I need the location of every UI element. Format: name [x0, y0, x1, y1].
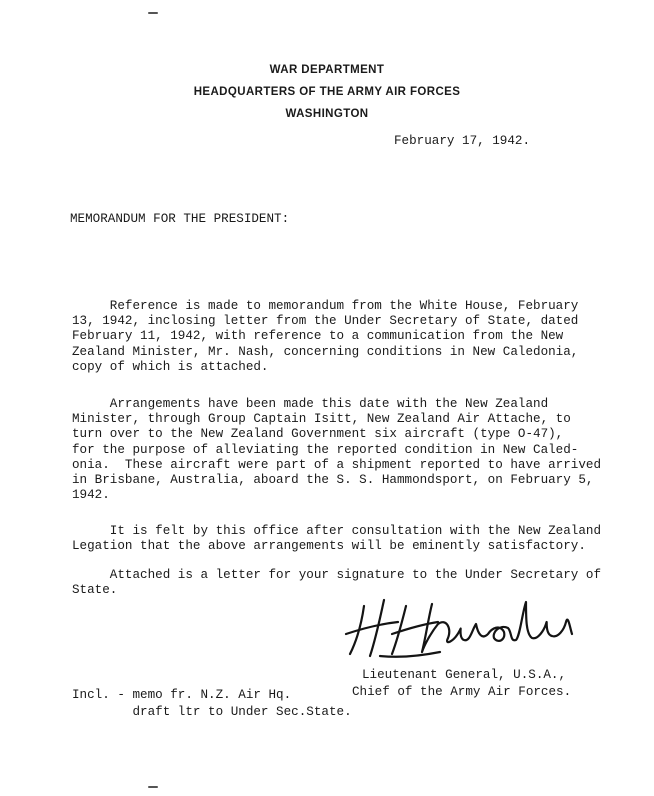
paragraph-line: for the purpose of alleviating the reported condition in New Caled- [72, 442, 579, 457]
paragraph-line: in Brisbane, Australia, aboard the S. S. Hammondsport, on February 5, [72, 473, 594, 488]
paragraph-line: Arrangements have been made this date with the New Zealand [72, 397, 549, 411]
paragraph-line: 1942. [72, 488, 110, 503]
paragraph-1 [72, 299, 612, 375]
paragraph-line: Attached is a letter for your signature to the Under Secretary of [72, 568, 602, 582]
signature-title-line1: Lieutenant General, U.S.A., [362, 668, 567, 682]
paragraph-line: Zealand Minister, Mr. Nash, concerning conditions in New Caledonia, [72, 344, 579, 359]
signature-title-line2: Chief of the Army Air Forces. [352, 685, 572, 699]
scan-mark-bottom [148, 786, 158, 788]
paragraph-line: onia. These aircraft were part of a shipment reported to have arrived [72, 457, 602, 472]
paragraph-line: 13, 1942, inclosing letter from the Under Secretary of State, dated [72, 314, 579, 329]
letterhead-headquarters: HEADQUARTERS OF THE ARMY AIR FORCES [193, 86, 461, 98]
enclosure-line1: Incl. - memo fr. N.Z. Air Hq. [72, 688, 292, 702]
paragraph-line: February 11, 1942, with reference to a communication from the New [72, 329, 564, 344]
paragraph-line: Legation that the above arrangements will be eminently satisfactory. [72, 539, 586, 554]
paragraph-line: turn over to the New Zealand Government six aircraft (type O-47), [72, 427, 564, 442]
scan-mark-top [148, 12, 158, 14]
letterhead-department: WAR DEPARTMENT [269, 64, 385, 76]
paragraph-line: State. [72, 583, 118, 598]
handwritten-signature [340, 594, 580, 664]
letterhead-city: WASHINGTON [285, 108, 369, 120]
memo-salutation: MEMORANDUM FOR THE PRESIDENT: [70, 212, 290, 226]
paragraph-line: copy of which is attached. [72, 359, 269, 374]
paragraph-line: It is felt by this office after consultation with the New Zealand [72, 524, 602, 538]
paragraph-line: Minister, through Group Captain Isitt, New Zealand Air Attache, to [72, 412, 571, 427]
paragraph-2 [72, 397, 612, 503]
memo-date: February 17, 1942. [394, 134, 531, 148]
enclosure-line2: draft ltr to Under Sec.State. [72, 705, 352, 719]
paragraph-line: Reference is made to memorandum from the White House, February [72, 299, 579, 313]
paragraph-3 [72, 524, 612, 554]
